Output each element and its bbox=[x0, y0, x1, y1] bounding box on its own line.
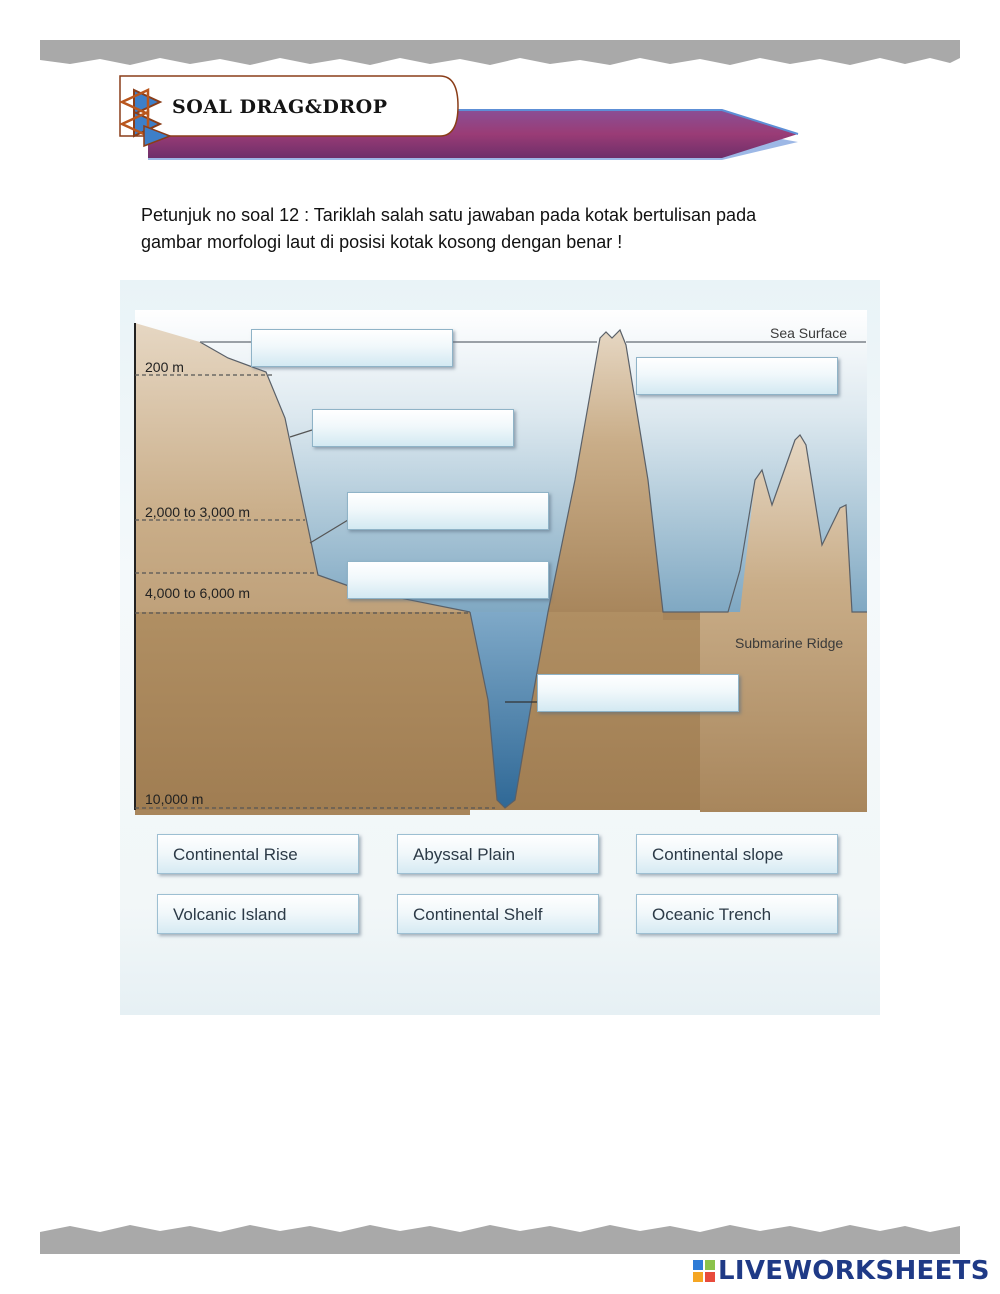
liveworksheets-brand bbox=[693, 1256, 990, 1286]
sea-surface-label: Sea Surface bbox=[770, 325, 848, 341]
answer-tile-volcanic-island[interactable]: Volcanic Island bbox=[157, 894, 359, 934]
answer-tile-oceanic-trench[interactable]: Oceanic Trench bbox=[636, 894, 838, 934]
answer-tile-continental-rise[interactable]: Continental Rise bbox=[157, 834, 359, 874]
submarine-ridge-label: Submarine Ridge bbox=[735, 635, 844, 651]
depth-label-4000-6000m: 4,000 to 6,000 m bbox=[145, 585, 251, 601]
drop-target-continental-slope[interactable] bbox=[312, 409, 514, 447]
depth-label-2000-3000m: 2,000 to 3,000 m bbox=[145, 504, 251, 520]
answer-tile-abyssal-plain[interactable]: Abyssal Plain bbox=[397, 834, 599, 874]
drop-target-abyssal-plain[interactable] bbox=[347, 561, 549, 599]
liveworksheets-logo-icon bbox=[693, 1260, 715, 1282]
instruction-line-1: Petunjuk no soal 12 : Tariklah salah satu jawaban pada kotak bertulisan pada bbox=[141, 205, 757, 225]
brand-name: LIVEWORKSHEETS bbox=[718, 1256, 990, 1286]
drop-target-oceanic-trench[interactable] bbox=[537, 674, 739, 712]
drop-target-continental-rise[interactable] bbox=[347, 492, 549, 530]
answer-tile-continental-slope[interactable]: Continental slope bbox=[636, 834, 838, 874]
page-title: SOAL DRAG&DROP bbox=[172, 96, 388, 118]
drop-target-continental-shelf[interactable] bbox=[251, 329, 453, 367]
drop-target-volcanic-island[interactable] bbox=[636, 357, 838, 395]
depth-label-200m: 200 m bbox=[145, 359, 184, 375]
answer-tile-continental-shelf[interactable]: Continental Shelf bbox=[397, 894, 599, 934]
depth-label-10000m: 10,000 m bbox=[145, 791, 204, 807]
instruction-line-2: gambar morfologi laut di posisi kotak kosong dengan benar ! bbox=[141, 232, 623, 252]
